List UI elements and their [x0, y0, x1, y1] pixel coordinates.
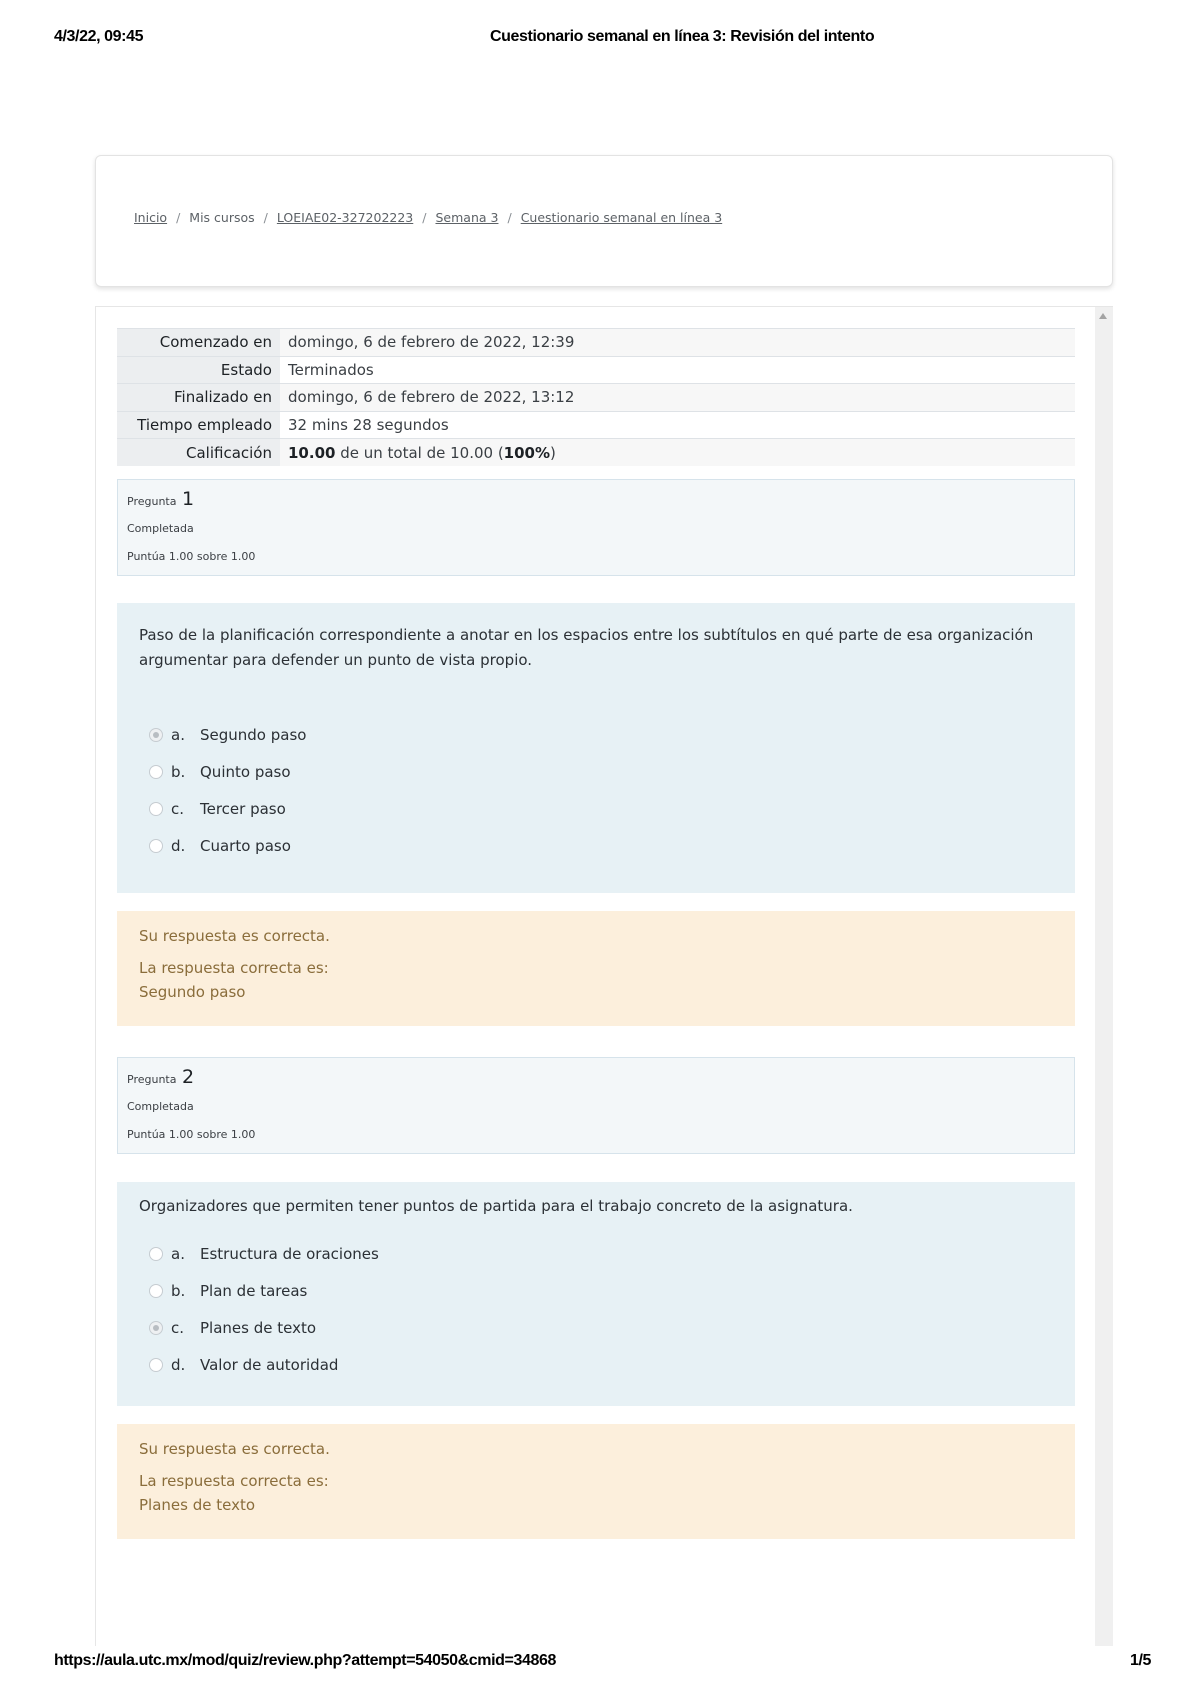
summary-value: domingo, 6 de febrero de 2022, 12:39	[280, 329, 1075, 357]
breadcrumb-separator: /	[507, 210, 512, 225]
feedback-status: Su respuesta es correcta.	[139, 927, 330, 945]
question-text	[139, 1194, 1039, 1219]
answer-text: Cuarto paso	[200, 837, 291, 855]
summary-row	[117, 411, 1075, 439]
question-grade: Puntúa 1.00 sobre 1.00	[127, 550, 256, 563]
answer-option[interactable]	[149, 1245, 379, 1263]
answer-text: Plan de tareas	[200, 1282, 308, 1300]
summary-value: Terminados	[280, 356, 1075, 384]
question-info	[117, 1057, 1075, 1154]
breadcrumb-separator: /	[176, 210, 181, 225]
grade-total: de un total de 10.00 (	[335, 443, 504, 462]
question-feedback	[117, 1424, 1075, 1539]
answer-letter: b.	[171, 1282, 186, 1300]
answer-letter: d.	[171, 1356, 186, 1374]
answer-letter: d.	[171, 837, 186, 855]
correct-answer: Segundo paso	[139, 983, 246, 1001]
breadcrumb-card	[95, 155, 1113, 287]
question-text-line: Organizadores que permiten tener puntos de partida para el trabajo concreto de la asignatura.	[139, 1197, 853, 1215]
question-number	[127, 488, 194, 510]
question-content	[117, 603, 1075, 893]
question-state: Completada	[127, 522, 194, 535]
answer-text: Valor de autoridad	[200, 1356, 339, 1374]
question-number-value: 2	[181, 1066, 195, 1088]
question-content	[117, 1182, 1075, 1406]
breadcrumb-separator: /	[263, 210, 268, 225]
radio-button[interactable]	[149, 765, 163, 779]
answer-option[interactable]	[149, 726, 306, 744]
question-number-value: 1	[181, 488, 195, 510]
question-label: Pregunta	[127, 495, 177, 508]
print-date: 4/3/22, 09:45	[54, 28, 144, 45]
summary-value: domingo, 6 de febrero de 2022, 13:12	[280, 384, 1075, 412]
breadcrumb	[134, 210, 722, 225]
breadcrumb-inicio-link[interactable]: Inicio	[134, 210, 168, 225]
summary-grade-value	[280, 439, 1075, 467]
print-footer	[0, 1652, 1200, 1676]
correct-answer-label: La respuesta correcta es:	[139, 959, 329, 977]
summary-row	[117, 384, 1075, 412]
question-state: Completada	[127, 1100, 194, 1113]
correct-answer-label: La respuesta correcta es:	[139, 1472, 329, 1490]
breadcrumb-quiz-link[interactable]: Cuestionario semanal en línea 3	[520, 210, 723, 225]
answer-text: Planes de texto	[200, 1319, 317, 1337]
summary-row	[117, 439, 1075, 467]
answer-text: Segundo paso	[200, 726, 307, 744]
print-url: https://aula.utc.mx/mod/quiz/review.php?attempt=54050&cmid=34868	[54, 1652, 556, 1669]
scroll-up-arrow-icon[interactable]	[1099, 313, 1107, 319]
summary-row	[117, 329, 1075, 357]
feedback-status: Su respuesta es correcta.	[139, 1440, 330, 1458]
question-text-line: argumentar para defender un punto de vista propio.	[139, 651, 533, 669]
answer-letter: a.	[171, 726, 185, 744]
answer-letter: b.	[171, 763, 186, 781]
radio-button[interactable]	[149, 1284, 163, 1298]
summary-value: 32 mins 28 segundos	[280, 411, 1075, 439]
question-info	[117, 479, 1075, 576]
question-label: Pregunta	[127, 1073, 177, 1086]
answer-text: Tercer paso	[200, 800, 286, 818]
radio-button[interactable]	[149, 1321, 163, 1335]
summary-label: Estado	[117, 356, 280, 384]
page-number: 1/5	[1130, 1652, 1152, 1669]
answer-letter: a.	[171, 1245, 185, 1263]
print-header	[0, 28, 1200, 52]
grade-percent: 100%	[503, 443, 551, 462]
answer-option[interactable]	[149, 837, 291, 855]
summary-label: Finalizado en	[117, 384, 280, 412]
quiz-review-region	[95, 306, 1113, 1646]
answer-letter: c.	[171, 800, 185, 818]
question-grade: Puntúa 1.00 sobre 1.00	[127, 1128, 256, 1141]
answer-text: Quinto paso	[200, 763, 291, 781]
correct-answer: Planes de texto	[139, 1496, 256, 1514]
grade-score: 10.00	[288, 443, 336, 462]
answer-letter: c.	[171, 1319, 185, 1337]
radio-button[interactable]	[149, 1247, 163, 1261]
summary-label: Tiempo empleado	[117, 411, 280, 439]
answer-option[interactable]	[149, 1319, 316, 1337]
answer-option[interactable]	[149, 763, 291, 781]
question-feedback	[117, 911, 1075, 1026]
print-title: Cuestionario semanal en línea 3: Revisión del intento	[490, 28, 875, 45]
answer-text: Estructura de oraciones	[200, 1245, 379, 1263]
summary-label: Comenzado en	[117, 329, 280, 357]
summary-label: Calificación	[117, 439, 280, 467]
radio-button[interactable]	[149, 802, 163, 816]
breadcrumb-course-link[interactable]: LOEIAE02-327202223	[276, 210, 414, 225]
attempt-summary-table	[117, 328, 1075, 466]
radio-button[interactable]	[149, 728, 163, 742]
answer-option[interactable]	[149, 1356, 338, 1374]
question-number	[127, 1066, 194, 1088]
breadcrumb-separator: /	[422, 210, 427, 225]
answer-option[interactable]	[149, 1282, 307, 1300]
question-text-line: Paso de la planificación correspondiente a anotar en los espacios entre los subtítulos en qué parte de esa organización	[139, 626, 1034, 644]
question-text	[139, 623, 1039, 673]
scrollbar[interactable]	[1095, 307, 1113, 1646]
summary-row	[117, 356, 1075, 384]
breadcrumb-mis-cursos: Mis cursos	[189, 210, 255, 225]
grade-close: )	[550, 443, 556, 462]
radio-button[interactable]	[149, 1358, 163, 1372]
breadcrumb-week-link[interactable]: Semana 3	[435, 210, 499, 225]
radio-button[interactable]	[149, 839, 163, 853]
answer-option[interactable]	[149, 800, 286, 818]
